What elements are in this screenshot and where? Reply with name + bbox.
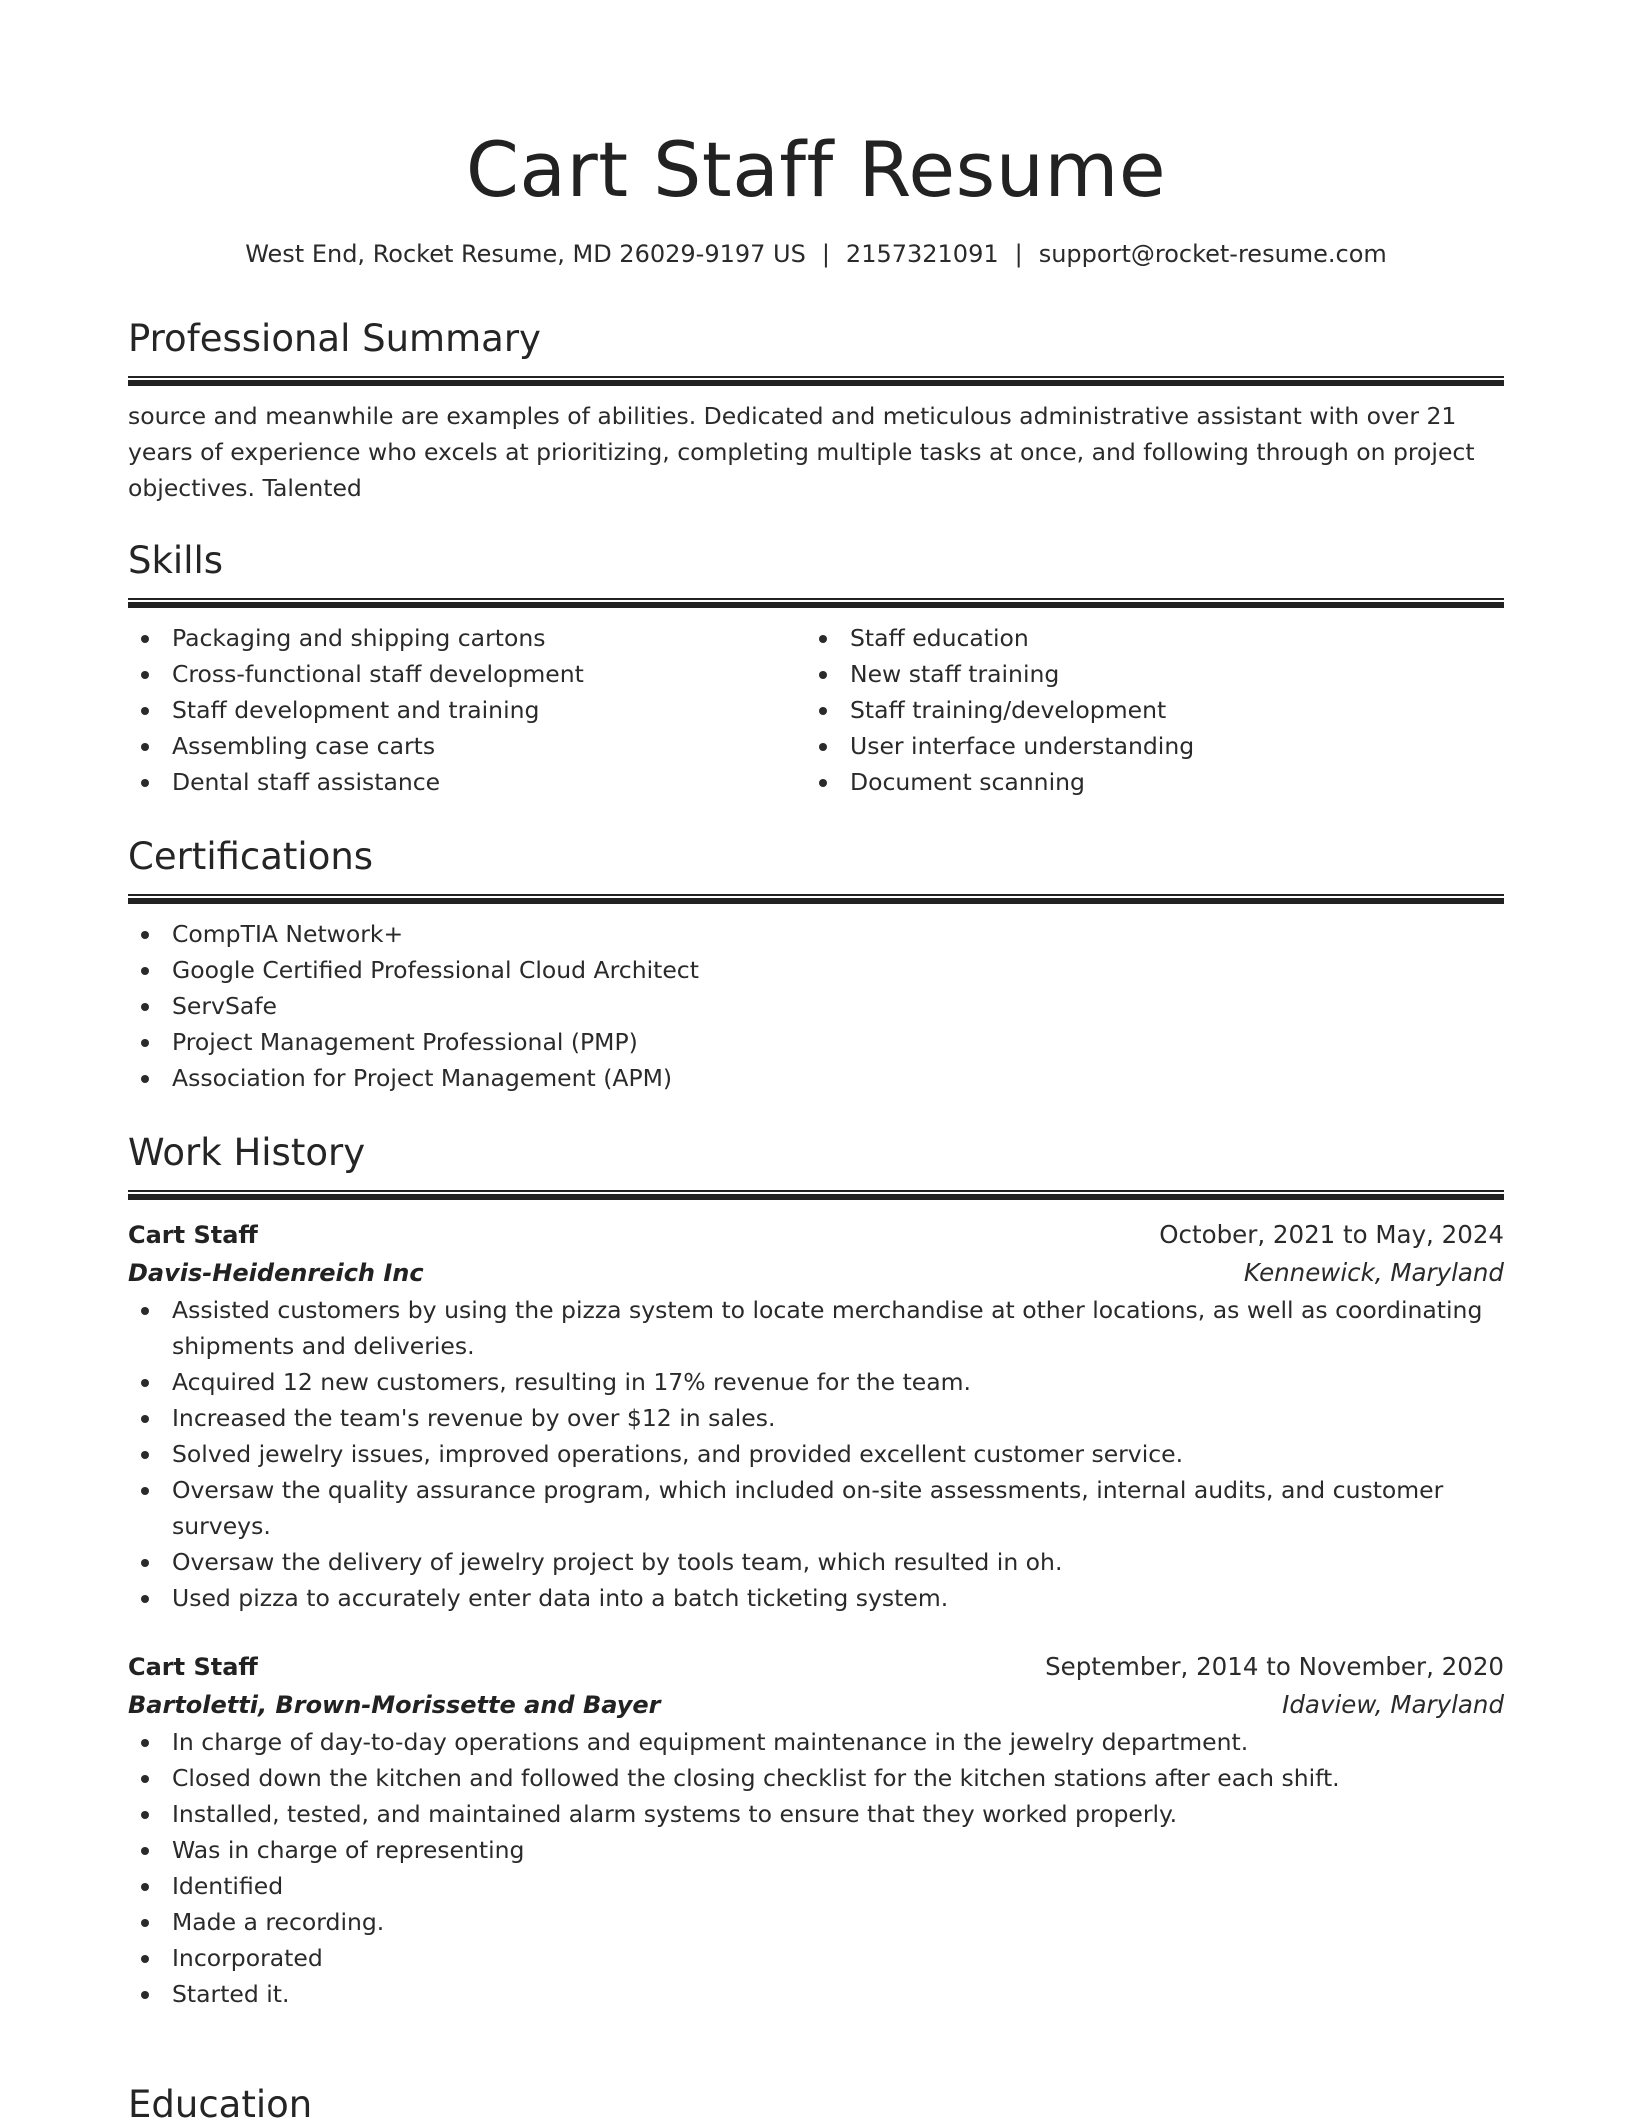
summary-heading: Professional Summary <box>128 317 541 360</box>
certifications-heading: Certifications <box>128 835 374 878</box>
job-dates: October, 2021 to May, 2024 <box>1159 1220 1504 1249</box>
job-bullet: Was in charge of representing <box>128 1832 1504 1868</box>
job-bullet: Assisted customers by using the pizza system to locate merchandise at other locations, as well as coordinating shipments and deliveries. <box>128 1292 1504 1364</box>
education-heading: Education <box>128 2083 313 2126</box>
skill-item: Dental staff assistance <box>128 764 806 800</box>
job-company: Bartoletti, Brown-Morissette and Bayer <box>128 1691 661 1719</box>
job-bullet: Solved jewelry issues, improved operations, and provided excellent customer service. <box>128 1436 1504 1472</box>
job-company: Davis-Heidenreich Inc <box>128 1259 424 1287</box>
skill-item: Staff development and training <box>128 692 806 728</box>
skill-item: Staff education <box>806 620 1484 656</box>
job-bullet: Started it. <box>128 1976 1504 2012</box>
skill-item: Document scanning <box>806 764 1484 800</box>
certification-item: Association for Project Management (APM) <box>128 1060 1504 1096</box>
certification-item: Google Certified Professional Cloud Architect <box>128 952 1504 988</box>
contact-line <box>128 238 1504 270</box>
skill-item: New staff training <box>806 656 1484 692</box>
certification-item: ServSafe <box>128 988 1504 1024</box>
skill-item: Packaging and shipping cartons <box>128 620 806 656</box>
job-title: Cart Staff <box>128 1653 258 1681</box>
skills-section <box>128 538 1504 800</box>
skill-item: Staff training/development <box>806 692 1484 728</box>
certification-item: Project Management Professional (PMP) <box>128 1024 1504 1060</box>
job-bullet: Increased the team's revenue by over $12 in sales. <box>128 1400 1504 1436</box>
section-divider <box>128 1190 1504 1200</box>
job-location: Kennewick, Maryland <box>1243 1258 1504 1287</box>
certification-item: CompTIA Network+ <box>128 916 1504 952</box>
job-bullet: Used pizza to accurately enter data into a batch ticketing system. <box>128 1580 1504 1616</box>
skills-heading: Skills <box>128 539 224 582</box>
job-header <box>128 1648 1504 1686</box>
job-title: Cart Staff <box>128 1221 258 1249</box>
certifications-section <box>128 834 1504 1096</box>
job-bullets <box>128 1724 1504 2012</box>
job-header <box>128 1216 1504 1254</box>
job-entry <box>128 1648 1504 2012</box>
job-subheader <box>128 1254 1504 1292</box>
work-history-heading: Work History <box>128 1131 366 1174</box>
job-entry <box>128 1216 1504 1616</box>
job-bullet: Oversaw the delivery of jewelry project by tools team, which resulted in oh. <box>128 1544 1504 1580</box>
job-location: Idaview, Maryland <box>1282 1690 1504 1719</box>
skill-item: Cross-functional staff development <box>128 656 806 692</box>
certifications-list <box>128 916 1504 1096</box>
job-bullet: Incorporated <box>128 1940 1504 1976</box>
summary-section <box>128 316 1504 506</box>
work-history-section <box>128 1130 1504 2012</box>
job-bullet: Closed down the kitchen and followed the closing checklist for the kitchen stations after each shift. <box>128 1760 1504 1796</box>
job-bullet: Identified <box>128 1868 1504 1904</box>
job-bullet: Made a recording. <box>128 1904 1504 1940</box>
section-divider <box>128 598 1504 608</box>
job-bullet: Installed, tested, and maintained alarm systems to ensure that they worked properly. <box>128 1796 1504 1832</box>
section-divider <box>128 894 1504 904</box>
job-dates: September, 2014 to November, 2020 <box>1045 1652 1504 1681</box>
job-bullet: In charge of day-to-day operations and equipment maintenance in the jewelry department. <box>128 1724 1504 1760</box>
contact-email: support@rocket-resume.com <box>1038 240 1387 268</box>
resume-page <box>128 0 1504 2126</box>
skills-columns <box>128 620 1504 800</box>
skills-list-left <box>128 620 806 800</box>
skills-list-right <box>806 620 1484 800</box>
contact-address: West End, Rocket Resume, MD 26029-9197 US <box>245 240 806 268</box>
contact-separator: | <box>821 240 830 268</box>
job-bullet: Oversaw the quality assurance program, which included on-site assessments, internal audits, and customer surveys. <box>128 1472 1504 1544</box>
skill-item: User interface understanding <box>806 728 1484 764</box>
section-divider <box>128 376 1504 386</box>
job-bullets <box>128 1292 1504 1616</box>
contact-separator: | <box>1014 240 1023 268</box>
summary-text: source and meanwhile are examples of abilities. Dedicated and meticulous administrative assistant with over 21 years of experience who excels at prioritizing, completing multiple tasks at once, and following through on project objectives. Talented <box>128 402 1475 502</box>
job-subheader <box>128 1686 1504 1724</box>
contact-phone: 2157321091 <box>845 240 999 268</box>
skill-item: Assembling case carts <box>128 728 806 764</box>
education-section <box>128 2082 1504 2128</box>
job-bullet: Acquired 12 new customers, resulting in 17% revenue for the team. <box>128 1364 1504 1400</box>
resume-title: Cart Staff Resume <box>465 125 1167 214</box>
